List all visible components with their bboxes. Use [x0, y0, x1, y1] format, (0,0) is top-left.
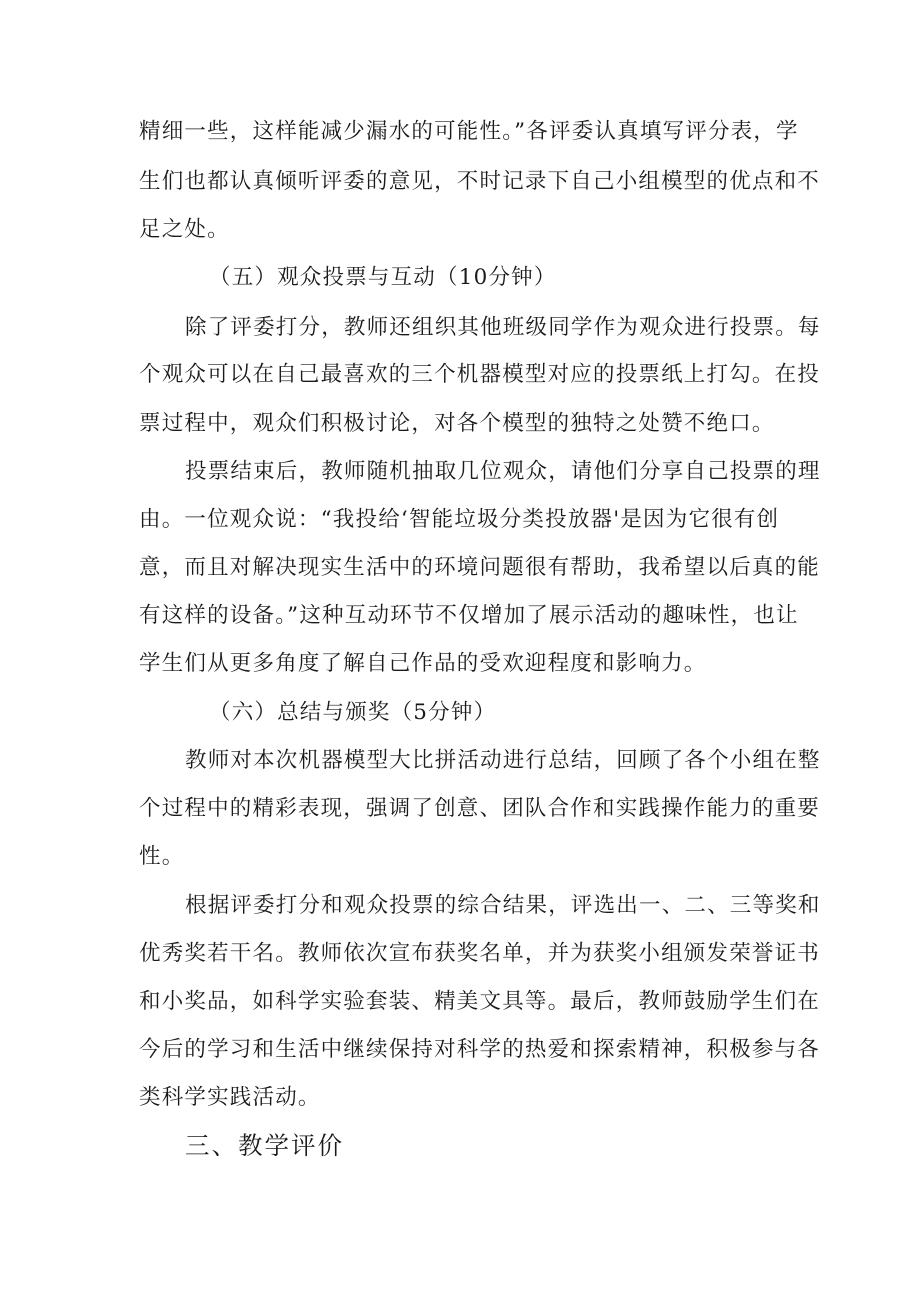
paragraph-line: 根据评委打分和观众投票的综合结果，评选出一、二、三等奖和 — [185, 893, 821, 918]
paragraph-line: 意，而且对解决现实生活中的环境问题很有帮助，我希望以后真的能 — [139, 555, 821, 580]
paragraph-line: 类科学实践活动。 — [139, 1085, 321, 1110]
main-heading: 三、教学评价 — [185, 1131, 344, 1160]
paragraph-line: 生们也都认真倾听评委的意见，不时记录下自己小组模型的优点和不 — [139, 169, 821, 194]
paragraph-line: 个观众可以在自己最喜欢的三个机器模型对应的投票纸上打勾。在投 — [139, 362, 821, 387]
paragraph-line: 由。一位观众说：“我投给‘智能垃圾分类投放器'是因为它很有创 — [139, 507, 780, 532]
paragraph-line: 足之处。 — [139, 217, 230, 242]
paragraph-line: 今后的学习和生活中继续保持对科学的热爱和探索精神，积极参与各 — [139, 1037, 821, 1062]
paragraph-line: 学生们从更多角度了解自己作品的受欢迎程度和影响力。 — [139, 651, 707, 676]
paragraph-line: 票过程中，观众们积极讨论，对各个模型的独特之处赞不绝口。 — [139, 411, 775, 436]
paragraph-line: 优秀奖若干名。教师依次宣布获奖名单，并为获奖小组颁发荣誉证书 — [139, 941, 821, 966]
paragraph-line: 投票结束后，教师随机抽取几位观众，请他们分享自己投票的理 — [185, 459, 821, 484]
paragraph-line: 性。 — [139, 844, 185, 869]
paragraph-line: 个过程中的精彩表现，强调了创意、团队合作和实践操作能力的重要 — [139, 796, 821, 821]
paragraph-line: 有这样的设备。”这种互动环节不仅增加了展示活动的趣味性，也让 — [139, 603, 799, 628]
paragraph-line: 除了评委打分，教师还组织其他班级同学作为观众进行投票。每 — [185, 315, 821, 340]
paragraph-line: 精细一些，这样能减少漏水的可能性。”各评委认真填写评分表，学 — [139, 119, 799, 144]
section-heading: （五）观众投票与互动（10分钟） — [209, 265, 557, 290]
paragraph-line: 教师对本次机器模型大比拼活动进行总结，回顾了各个小组在整 — [185, 748, 821, 773]
paragraph-line: 和小奖品，如科学实验套装、精美文具等。最后，教师鼓励学生们在 — [139, 989, 821, 1014]
section-heading: （六）总结与颁奖（5分钟） — [209, 700, 497, 725]
